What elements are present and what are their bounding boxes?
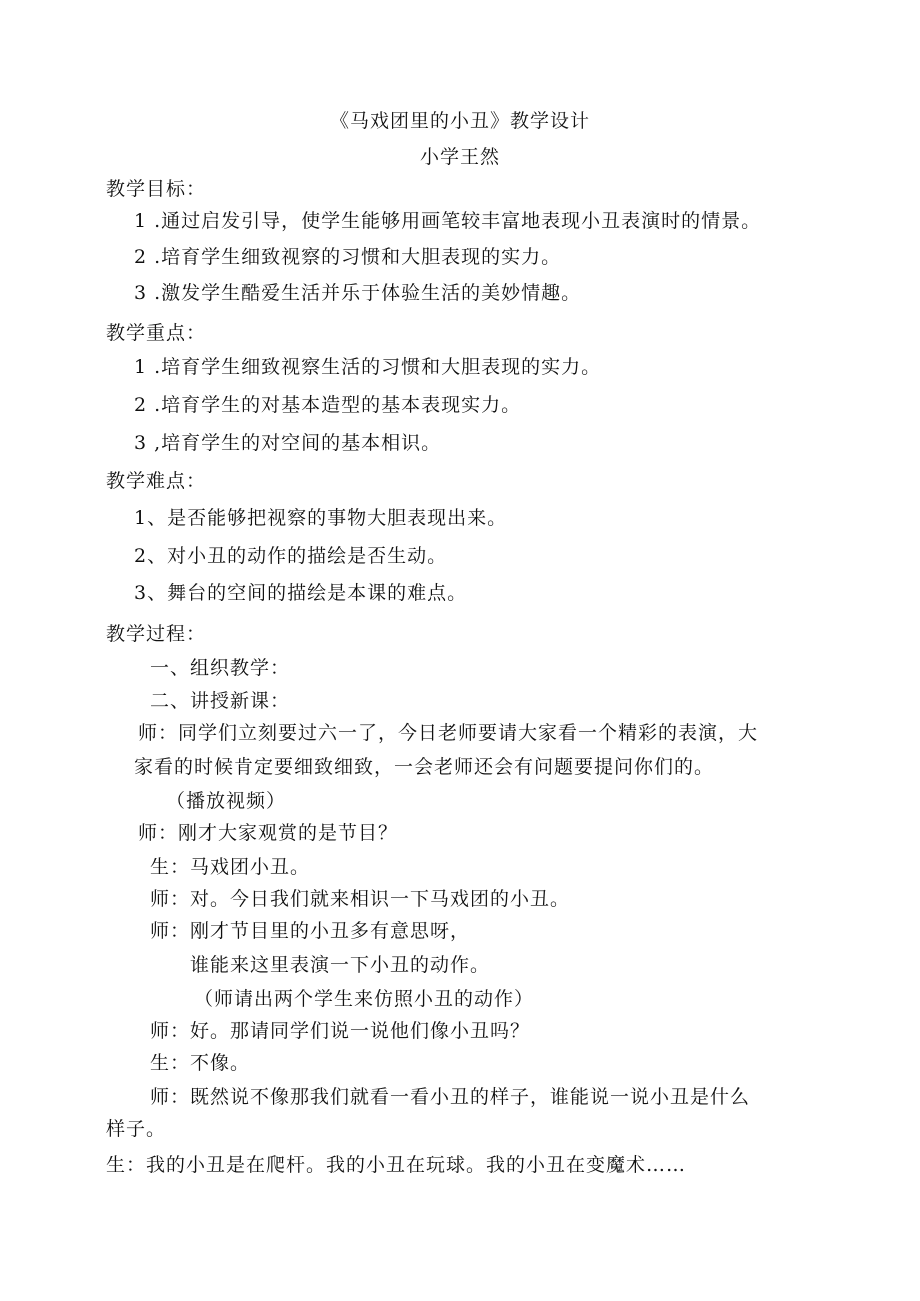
process-line: 师：同学们立刻要过六一了，今日老师要请大家看一个精彩的表演，大	[138, 722, 759, 744]
process-line: 生：我的小丑是在爬杆。我的小丑在玩球。我的小丑在变魔术……	[106, 1154, 687, 1176]
process-line: 谁能来这里表演一下小丑的动作。	[190, 954, 491, 976]
process-line: 生：马戏团小丑。	[150, 856, 311, 878]
process-heading: 教学过程：	[106, 623, 207, 645]
process-line: 家看的时候肯定要细致细致，一会老师还会有问题要提问你们的。	[134, 756, 715, 778]
difficulties-heading: 教学难点：	[106, 470, 207, 492]
document-title: 《马戏团里的小丑》教学设计	[329, 110, 590, 132]
process-line: （师请出两个学生来仿照小丑的动作）	[194, 988, 535, 1010]
objective-item: 3 .激发学生酷爱生活并乐于体验生活的美妙情趣。	[134, 282, 582, 304]
process-line: 师：既然说不像那我们就看一看小丑的样子，谁能说一说小丑是什么	[150, 1086, 751, 1108]
key-points-heading: 教学重点：	[106, 322, 207, 344]
process-line: 一、组织教学：	[150, 657, 291, 679]
process-line: 样子。	[106, 1118, 167, 1140]
process-line: 师：好。那请同学们说一说他们像小丑吗？	[150, 1020, 531, 1042]
objectives-heading: 教学目标：	[106, 178, 207, 200]
difficulty-item: 3、舞台的空间的描绘是本课的难点。	[134, 582, 468, 604]
process-line: 生：不像。	[150, 1052, 251, 1074]
objective-item: 2 .培育学生细致视察的习惯和大胆表现的实力。	[134, 246, 562, 268]
process-line: 师：刚才节目里的小丑多有意思呀，	[150, 920, 471, 942]
process-line: （播放视频）	[166, 790, 287, 812]
process-line: 二、讲授新课：	[150, 690, 291, 712]
process-line: 师：刚才大家观赏的是节目？	[138, 822, 399, 844]
objective-item: 1 .通过启发引导，使学生能够用画笔较丰富地表现小丑表演时的情景。	[134, 210, 762, 232]
difficulty-item: 1、是否能够把视察的事物大胆表现出来。	[134, 507, 508, 529]
key-point-item: 2 .培育学生的对基本造型的基本表现实力。	[134, 394, 522, 416]
difficulty-item: 2、对小丑的动作的描绘是否生动。	[134, 545, 448, 567]
document-author: 小学王然	[419, 146, 500, 168]
key-point-item: 1 .培育学生细致视察生活的习惯和大胆表现的实力。	[134, 356, 602, 378]
key-point-item: 3 ,培育学生的对空间的基本相识。	[134, 432, 442, 454]
process-line: 师：对。今日我们就来相识一下马戏团的小丑。	[150, 888, 571, 910]
